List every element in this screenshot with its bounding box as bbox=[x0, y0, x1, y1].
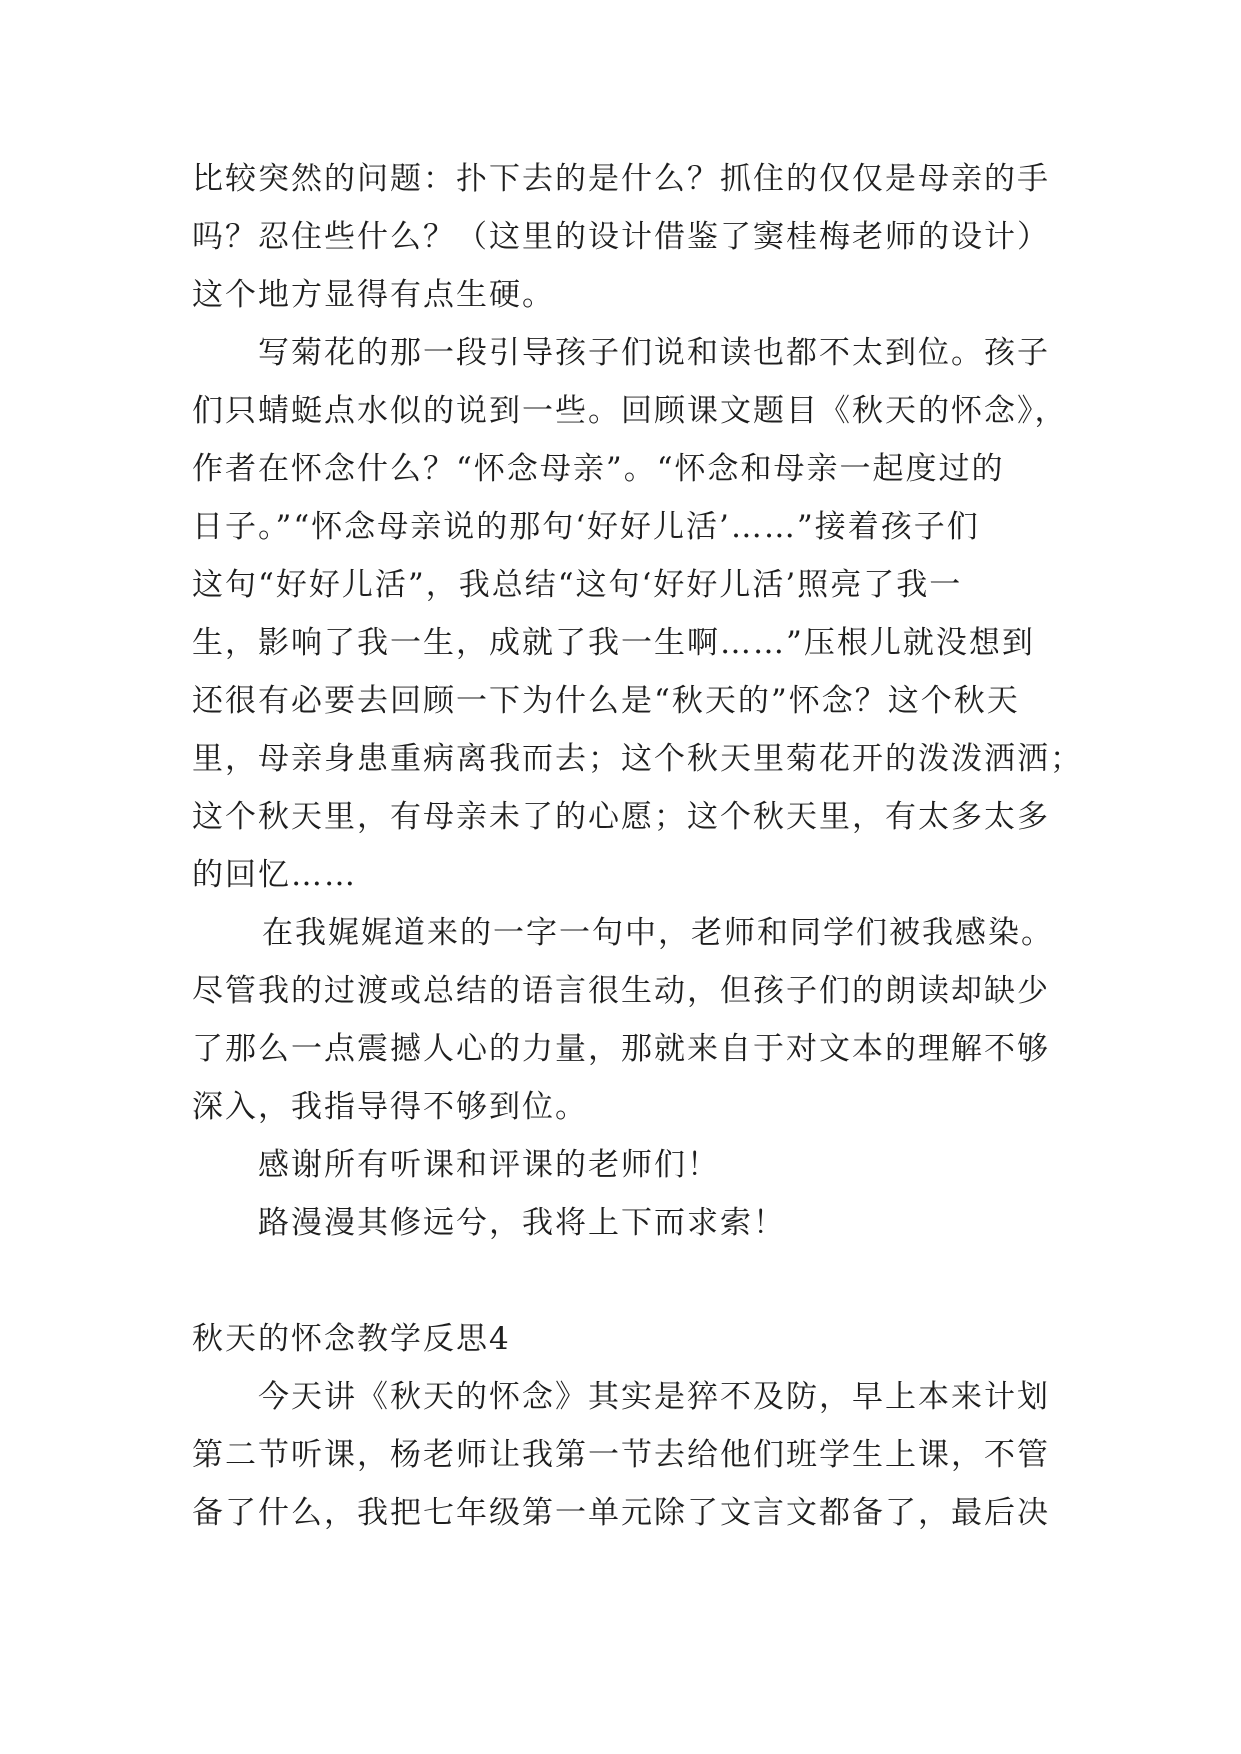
text-line: 比较突然的问题：扑下去的是什么？抓住的仅仅是母亲的手 bbox=[192, 161, 1050, 197]
paragraph bbox=[192, 904, 1092, 1136]
text-line: 第二节听课，杨老师让我第一节去给他们班学生上课，不管 bbox=[192, 1437, 1050, 1473]
document-body bbox=[192, 150, 1092, 1542]
text-line: 这个秋天里，有母亲未了的心愿；这个秋天里，有太多太多 bbox=[192, 799, 1050, 835]
text-line: 们只蜻蜓点水似的说到一些。回顾课文题目《秋天的怀念》， bbox=[192, 393, 1068, 429]
text-line: 这个地方显得有点生硬。 bbox=[192, 277, 555, 313]
paragraph bbox=[192, 324, 1092, 904]
text-line: 尽管我的过渡或总结的语言很生动，但孩子们的朗读却缺少 bbox=[192, 973, 1050, 1009]
text-line: 今天讲《秋天的怀念》其实是猝不及防，早上本来计划 bbox=[258, 1379, 1050, 1415]
text-line: 的回忆…… bbox=[192, 857, 357, 893]
paragraph bbox=[192, 1368, 1092, 1542]
section-title: 秋天的怀念教学反思4 bbox=[192, 1321, 511, 1357]
paragraph bbox=[192, 150, 1092, 324]
paragraph bbox=[192, 1194, 1092, 1252]
text-line: 吗？忍住些什么？（这里的设计借鉴了窦桂梅老师的设计） bbox=[192, 219, 1050, 255]
text-line: 作者在怀念什么？“怀念母亲”。“怀念和母亲一起度过的 bbox=[192, 451, 1005, 487]
text-line: 还很有必要去回顾一下为什么是“秋天的”怀念？这个秋天 bbox=[192, 683, 1020, 719]
text-line: 这句“好好儿活”，我总结“这句‘好好儿活’照亮了我一 bbox=[192, 567, 963, 603]
text-line: 了那么一点震撼人心的力量，那就来自于对文本的理解不够 bbox=[192, 1031, 1050, 1067]
text-line: 深入，我指导得不够到位。 bbox=[192, 1089, 588, 1125]
text-line: 路漫漫其修远兮，我将上下而求索！ bbox=[258, 1205, 786, 1241]
blank-line bbox=[192, 1252, 1092, 1310]
text-line: 生，影响了我一生，成就了我一生啊……”压根儿就没想到 bbox=[192, 625, 1035, 661]
text-line: 在我娓娓道来的一字一句中，老师和同学们被我感染。 bbox=[262, 915, 1054, 951]
text-line: 里，母亲身患重病离我而去；这个秋天里菊花开的泼泼洒洒； bbox=[192, 741, 1083, 777]
text-line: 感谢所有听课和评课的老师们！ bbox=[258, 1147, 720, 1183]
text-line: 备了什么，我把七年级第一单元除了文言文都备了，最后决 bbox=[192, 1495, 1050, 1531]
text-line: 写菊花的那一段引导孩子们说和读也都不太到位。孩子 bbox=[258, 335, 1050, 371]
text-line: 日子。”“怀念母亲说的那句‘好好儿活’……”接着孩子们 bbox=[192, 509, 980, 545]
paragraph bbox=[192, 1136, 1092, 1194]
